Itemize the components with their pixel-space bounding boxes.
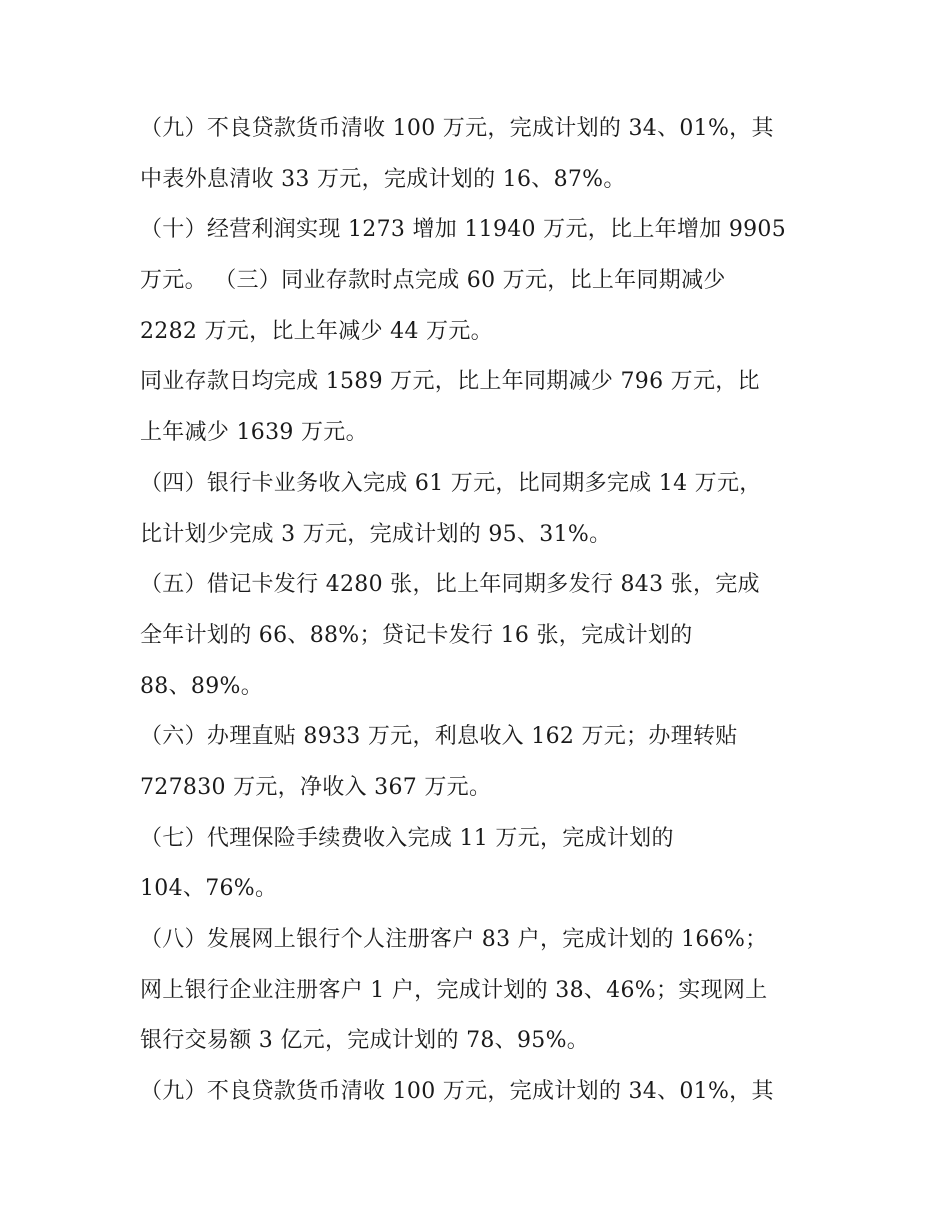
text-line: 网上银行企业注册客户 1 户，完成计划的 38、46%；实现网上 [140,978,768,1003]
text-line: 104、76%。 [140,876,278,901]
text-line: 万元。 （三）同业存款时点完成 60 万元，比上年同期减少 [140,268,726,293]
text-line: 银行交易额 3 亿元，完成计划的 78、95%。 [140,1028,590,1053]
text-line: 比计划少完成 3 万元，完成计划的 95、31%。 [140,522,612,547]
text-line: （九）不良贷款货币清收 100 万元，完成计划的 34、01%，其 [140,116,774,141]
text-line: 上年减少 1639 万元。 [140,420,368,445]
text-line: （八）发展网上银行个人注册客户 83 户，完成计划的 166%； [140,927,768,952]
text-line: （十）经营利润实现 1273 增加 11940 万元，比上年增加 9905 [140,217,787,242]
text-line: （六）办理直贴 8933 万元，利息收入 162 万元；办理转贴 [140,724,738,749]
text-line: 全年计划的 66、88%；贷记卡发行 16 张，完成计划的 [140,623,693,648]
text-line: 同业存款日均完成 1589 万元，比上年同期减少 796 万元，比 [140,369,760,394]
text-line: （七）代理保险手续费收入完成 11 万元，完成计划的 [140,826,674,851]
text-line: 88、89%。 [140,674,263,699]
text-line: （五）借记卡发行 4280 张，比上年同期多发行 843 张，完成 [140,572,760,597]
text-line: 2282 万元，比上年减少 44 万元。 [140,319,493,344]
text-line: （四）银行卡业务收入完成 61 万元，比同期多完成 14 万元， [140,471,762,496]
text-line: （九）不良贷款货币清收 100 万元，完成计划的 34、01%，其 [140,1079,774,1104]
text-line: 中表外息清收 33 万元，完成计划的 16、87%。 [140,167,626,192]
text-line: 727830 万元，净收入 367 万元。 [140,775,492,800]
